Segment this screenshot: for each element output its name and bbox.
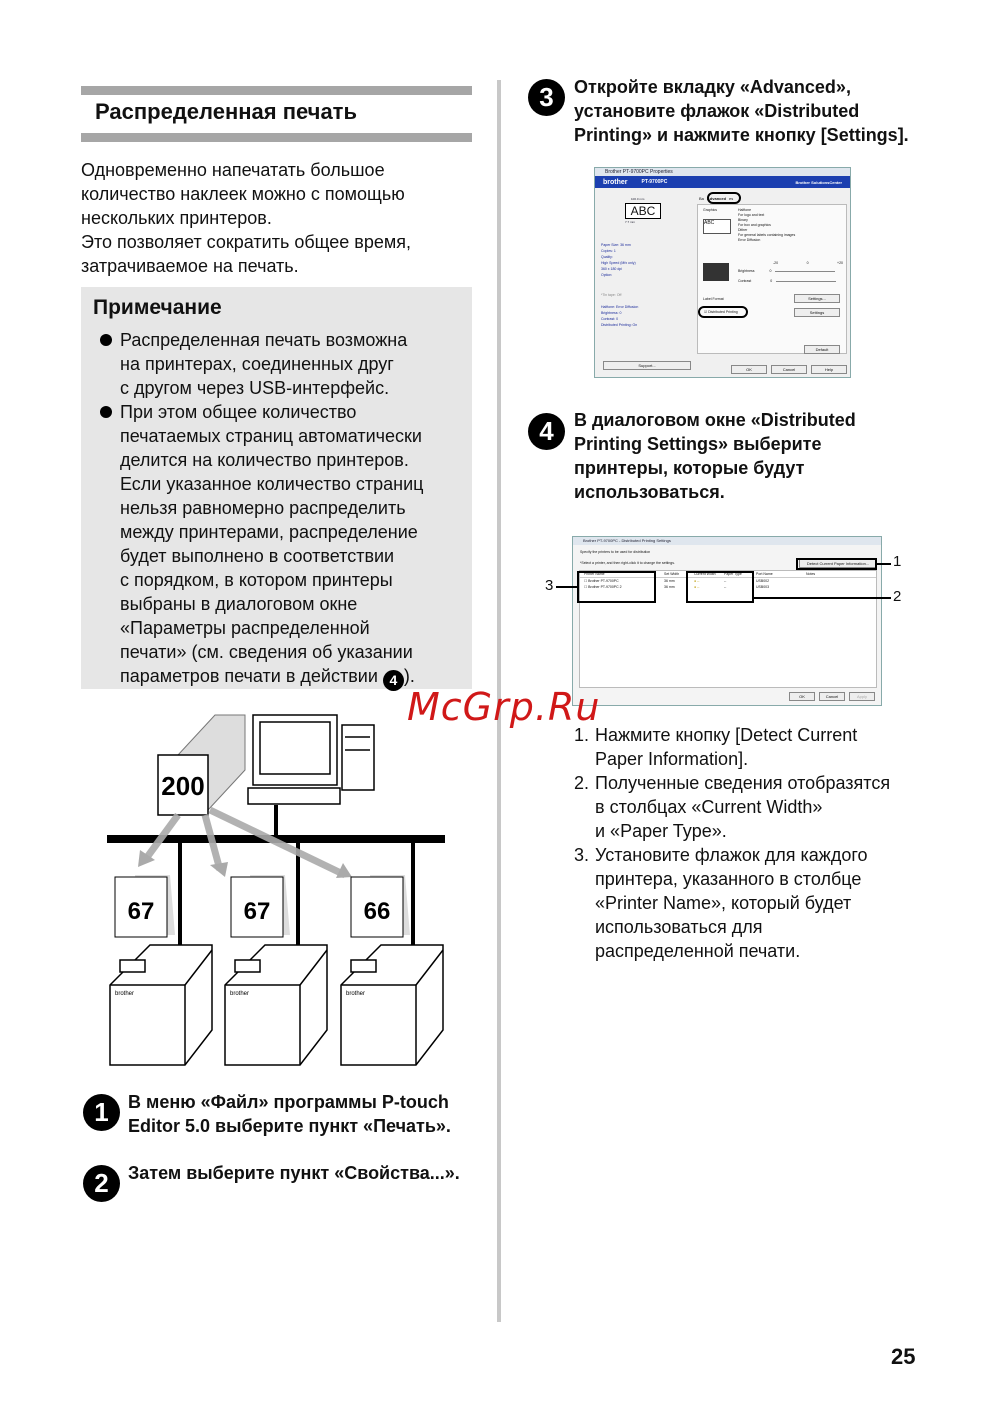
note-line: с порядком, в котором принтеры <box>120 570 393 590</box>
info-line: Brightness: 0 <box>601 311 622 315</box>
note-line: будет выполнено в соответствии <box>120 546 395 566</box>
printer-brand: brother <box>115 991 135 997</box>
callout-label-3: 3 <box>545 577 554 594</box>
detect-paper-info-button[interactable]: Detect Current Paper Information... <box>799 559 877 568</box>
brightness-contrast <box>738 261 843 286</box>
pages-printer-1: 67 <box>127 898 155 925</box>
printer-checkbox[interactable]: ☐ Brother PT-9700PC <box>584 579 619 583</box>
step-line: В меню «Файл» программы P-touch <box>128 1092 449 1112</box>
list-item <box>574 771 934 843</box>
total-pages: 200 <box>161 771 205 801</box>
instruction-line: *Select a printer, and then right-click it to change the settings. <box>580 561 675 565</box>
help-button[interactable]: Help <box>811 365 847 374</box>
pages-printer-3: 66 <box>363 898 391 925</box>
page-number: 25 <box>891 1344 916 1369</box>
callout-label-2: 2 <box>893 588 902 605</box>
pages-printer-2: 67 <box>243 898 271 925</box>
step-1-text <box>128 1090 451 1138</box>
cell <box>806 584 876 590</box>
step-3-text <box>574 75 909 147</box>
size-width: 100.0 mm <box>631 197 645 201</box>
note-title: Примечание <box>93 296 222 319</box>
printer-brand: brother <box>230 991 250 997</box>
note-line: печатаемых страниц автоматически <box>120 426 422 446</box>
cell: Brother PT-9700PC <box>588 579 619 583</box>
graphics-label: Graphics <box>703 208 718 212</box>
cell: 36 mm <box>664 579 675 583</box>
column-header: Printer Name <box>584 572 605 576</box>
step-line: Editor 5.0 выберите пункт «Печать». <box>128 1116 451 1136</box>
halftone-label: Halftone <box>738 208 752 212</box>
printer-icon <box>341 945 443 1065</box>
step-2-badge <box>83 1165 120 1202</box>
cell: ● -- <box>694 585 700 589</box>
info-line: High Speed (Mfx only) <box>601 261 636 265</box>
document-stack-icon <box>231 875 290 937</box>
contrast-slider[interactable] <box>776 281 836 282</box>
halftone-option-desc: Error Diffusion <box>738 238 761 242</box>
step-4-text <box>574 408 856 504</box>
step-line: Printing» и нажмите кнопку [Settings]. <box>574 125 909 145</box>
step-4-badge <box>528 413 565 450</box>
properties-dialog-screenshot <box>594 167 851 378</box>
instruction-line: Specify the printers to be used for distribution <box>580 550 651 554</box>
note-line: с другом через USB-интерфейс. <box>120 378 390 398</box>
info-line: Copies: 1 <box>601 249 616 253</box>
note-line: между принтерами, распределение <box>120 522 418 542</box>
list-line: использоваться для <box>595 917 763 937</box>
intro-line: Одновременно напечатать большое <box>81 160 385 180</box>
info-line: Paper Size: 36 mm <box>601 243 631 247</box>
brightness-value: 0 <box>769 269 772 273</box>
halftone-group <box>738 208 795 243</box>
info-line: Quality: <box>601 255 613 259</box>
tab-advanced[interactable]: Advanced <box>706 196 727 201</box>
note-line: делится на количество принтеров. <box>120 450 409 470</box>
list-line: Paper Information]. <box>595 749 749 769</box>
column-header: Notes <box>806 572 816 576</box>
halftone-option[interactable]: For general labels containing images <box>738 233 796 237</box>
tab-options[interactable]: es <box>729 196 734 201</box>
distributed-settings-button[interactable]: Settings <box>794 308 840 317</box>
intro-line: нескольких принтеров. <box>81 208 272 228</box>
list-line: распределенной печати. <box>595 941 801 961</box>
step-line: В диалоговом окне «Distributed <box>574 410 856 430</box>
graphics-preview: ABC <box>703 219 731 234</box>
solutions-link[interactable]: Brother SolutionsCenter <box>795 179 842 185</box>
header-rule-top <box>81 86 472 95</box>
info-line: Option: <box>601 273 613 277</box>
cell: USB003 <box>756 585 770 589</box>
note-line: При этом общее количество <box>120 402 357 422</box>
list-line: в столбцах «Current Width» <box>595 797 823 817</box>
callout-line-1 <box>877 563 891 565</box>
cell: -- <box>724 585 727 589</box>
tab-basic[interactable]: Ba <box>699 196 704 201</box>
step-1-badge <box>83 1094 120 1131</box>
note-text: параметров печати в действии <box>120 666 383 686</box>
list-line: и «Paper Type». <box>595 821 727 841</box>
watermark: McGrp.Ru <box>407 685 601 729</box>
model-name: PT-9700PC <box>641 179 668 185</box>
document-stack-icon <box>115 875 175 937</box>
info-line: *Tin tape: Off <box>601 293 622 297</box>
halftone-option-desc: Binary <box>738 218 748 222</box>
cell-text: -- <box>697 579 700 583</box>
printer-checkbox[interactable]: ☐ Brother PT-9700PC 2 <box>584 585 622 589</box>
cell: Brother PT-9700PC 2 <box>588 585 622 589</box>
note-text: ). <box>403 666 415 686</box>
step-number: 4 <box>528 413 565 450</box>
info-line: Halftone: Error Diffusion <box>601 305 639 309</box>
document-stack-icon <box>158 715 245 815</box>
printer-icon <box>225 945 327 1065</box>
cancel-button[interactable]: Cancel <box>771 365 807 374</box>
step-line: принтеры, которые будут <box>574 458 805 478</box>
halftone-option[interactable]: For logo and text <box>738 213 765 217</box>
step-2-text <box>128 1161 460 1185</box>
list-line: «Printer Name», который будет <box>595 893 852 913</box>
cell-text: -- <box>697 585 700 589</box>
preview-panel <box>601 196 693 328</box>
checkbox-label: Distributed Printing <box>708 310 738 314</box>
list-line: Полученные сведения отобразятся <box>595 773 891 793</box>
step-ref-badge: 4 <box>383 670 404 691</box>
scale-max: +20 <box>837 261 843 265</box>
step-line: установите флажок «Distributed <box>574 101 860 121</box>
section-title: Распределенная печать <box>95 99 357 124</box>
step-line: использоваться. <box>574 482 725 502</box>
note-item <box>81 400 472 691</box>
column-header: Port Name <box>756 572 773 576</box>
list-line: Установите флажок для каждого <box>595 845 868 865</box>
note-line: печати» (см. сведения об указании <box>120 642 413 662</box>
brand-logo: brother <box>603 178 628 186</box>
label-format-label: Label Format <box>703 297 724 301</box>
dialog-title: Brother PT-9700PC - Distributed Printing Settings <box>573 537 881 545</box>
highlight-oval <box>698 306 748 318</box>
list-line: принтера, указанного в столбце <box>595 869 862 889</box>
contrast-value: 0 <box>770 279 773 283</box>
apply-button[interactable]: Apply <box>849 692 875 701</box>
document-stack-icon <box>351 875 410 937</box>
list-number: 1. <box>574 725 590 745</box>
cell: 36 mm <box>664 585 675 589</box>
callout-label-1: 1 <box>893 553 902 570</box>
step-number: 2 <box>83 1165 120 1202</box>
advanced-tab-panel <box>697 204 847 354</box>
settings-summary <box>601 242 693 328</box>
note-line: на принтерах, соединенных друг <box>120 354 394 374</box>
step-line: Откройте вкладку «Advanced», <box>574 77 851 97</box>
callout-box-1 <box>796 558 877 570</box>
list-line: Нажмите кнопку [Detect Current <box>595 725 858 745</box>
printer-brand: brother <box>346 991 366 997</box>
step-line: Затем выберите пункт «Свойства...». <box>128 1163 460 1183</box>
note-line: выбраны в диалоговом окне <box>120 594 358 614</box>
column-header: Paper Type <box>724 572 742 576</box>
intro-text <box>81 158 476 278</box>
scale-mid: 0 <box>806 261 809 265</box>
intro-line: затрачиваемое на печать. <box>81 256 299 276</box>
margin-value: 7.7 mm <box>625 220 636 224</box>
callout-line-3 <box>556 586 577 588</box>
note-line: «Параметры распределенной <box>120 618 370 638</box>
brightness-preview <box>703 263 729 281</box>
header-rule-bottom <box>81 133 472 142</box>
step-number: 3 <box>528 79 565 116</box>
dialog-title: Brother PT-9700PC Properties <box>595 168 850 176</box>
highlight-oval <box>707 192 741 204</box>
cell: ● -- <box>694 579 700 583</box>
intro-line: количество наклеек можно с помощью <box>81 184 405 204</box>
callout-box-3 <box>577 571 656 603</box>
list-item <box>574 843 934 963</box>
info-line: Distributed Printing: On <box>601 323 638 327</box>
halftone-option[interactable]: For box and graphics <box>738 223 771 227</box>
note-line: нельзя равномерно распределить <box>120 498 406 518</box>
cancel-button[interactable]: Cancel <box>819 692 845 701</box>
cell: -- <box>724 579 727 583</box>
printer-icon <box>110 945 212 1065</box>
callout-line-2 <box>754 597 891 599</box>
support-button[interactable]: Support... <box>603 361 691 370</box>
label-format-settings-button[interactable]: Settings... <box>794 294 840 303</box>
brightness-label: Brightness <box>738 269 755 273</box>
note-line: Если указанное количество страниц <box>120 474 424 494</box>
label-preview: ABC <box>625 203 661 219</box>
note-box <box>81 287 472 689</box>
note-item <box>81 328 472 400</box>
step-3-badge <box>528 79 565 116</box>
default-button[interactable]: Default <box>804 345 840 354</box>
distributed-printing-illustration <box>100 705 460 1075</box>
list-number: 3. <box>574 845 590 865</box>
note-line: Распределенная печать возможна <box>120 330 408 350</box>
halftone-option-desc: Dither <box>738 228 748 232</box>
cell: USB002 <box>756 579 770 583</box>
info-line: 360 x 180 dpi <box>601 267 623 271</box>
ok-button[interactable]: OK <box>789 692 815 701</box>
list-number: 2. <box>574 773 590 793</box>
column-header: Set Width <box>664 572 680 576</box>
column-header: Current Width <box>694 572 716 576</box>
info-line: Contrast: 0 <box>601 317 619 321</box>
list-item <box>574 723 934 771</box>
scale-min: -20 <box>773 261 779 265</box>
callout-box-2 <box>686 571 754 603</box>
instructions-list <box>574 723 934 963</box>
ok-button[interactable]: OK <box>731 365 767 374</box>
computer-icon <box>248 715 374 804</box>
step-number: 1 <box>83 1094 120 1131</box>
step-line: Printing Settings» выберите <box>574 434 822 454</box>
distributed-printing-checkbox[interactable]: ☑ Distributed Printing <box>704 310 738 314</box>
intro-line: Это позволяет сократить общее время, <box>81 232 411 252</box>
brightness-slider[interactable] <box>775 271 835 272</box>
contrast-label: Contrast <box>738 279 752 283</box>
